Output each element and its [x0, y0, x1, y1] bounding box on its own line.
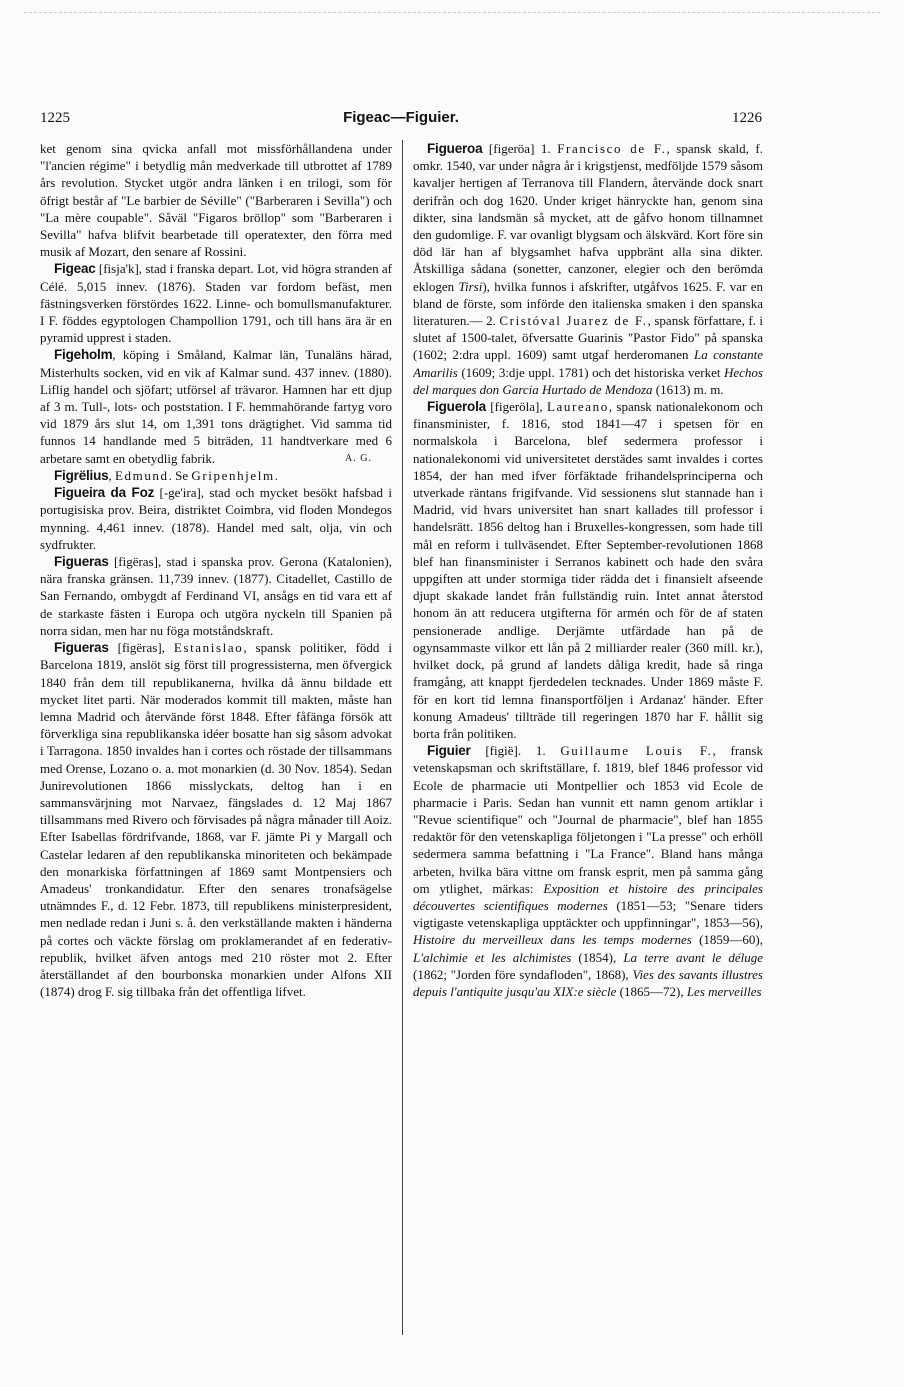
entry-continuation: ket genom sina qvicka anfall mot missförhållandena under "l'ancien régime" i betydlig mån medverkade till utbrottet af 1789 års revolution. Stycket utgör andra länken i en trilogi, som för öfrigt består af "Le barbier de Séville" ("Barberaren i Sevilla") och "La mère coupable". Såväl "Figaros bröllop" som "Barberaren i Sevilla" hafva blifvit bearbetade till operatexter, den förra med musik af Mozart, den senare af Rossini.: [40, 141, 392, 260]
headword: Figeholm: [54, 347, 113, 363]
headword: Figueroa: [427, 141, 483, 156]
entry-figrelius: Figrëlius, Edmund. Se Gripenhjelm.: [54, 468, 278, 484]
entry-figuier: Figuier [figië]. 1. Guillaume Louis F., fransk vetenskapsman och skriftställare, f. 1819, blef 1846 professor vid Ecole de pharmacie uti Montpellier och 1853 vid Ecole de pharmacie i Paris. Sedan han vunnit ett namn genom artiklar i "Revue scientifique" och "Journal de pharmacie", blef han 1855 redaktör för den vetenskapliga följetongen i "La presse" och erhöll sedermera samma befattning i "La France". Bland hans många arbeten, hvilka bära vittne om fransk esprit, men på samma gång om ytlighet, märkas: Exposition et histoire des principales découvertes scientifiques modernes (1851—53; "Senare tiders vigtigaste vetenskapliga upptäckter och uppfinningar", 1853—56), Histoire du merveilleux dans les temps modernes (1859—60), L'alchimie et les alchimistes (1854), La terre avant le déluge (1862; "Jorden före syndafloden", 1868), Vies des savants illustres depuis l'antiquite jusqu'au XIX:e siècle (1865—72), Les merveilles: [413, 743, 763, 999]
headword: Figueira da Foz: [54, 485, 155, 501]
headword: Figuerola: [427, 399, 486, 415]
column-divider: [402, 140, 403, 1335]
headword: Figueras: [54, 640, 109, 656]
page-number-left: 1225: [40, 110, 70, 126]
entry-figueras-estanislao: Figueras [figëras], Estanislao, spansk politiker, född i Barcelona 1819, anslöt sig först till progressisterna, men öfvergick 1840 från dem till republikanerna, hvilka då ännu bildade ett mycket litet parti. När moderados kommit till makten, måste han lemna Madrid och återvände först 1848. Efter fåfänga försök att förverkliga sina republikanska idéer bosatte han sig såsom advokat i Tarragona. 1850 invaldes han i cortes och röstade der tillsammans med Orense, Lozano o. a. mot monarkien (d. 30 Nov. 1854). Sedan Junirevolutionen 1866 misslyckats, deltog han i en sammansvärjning mot Narvaez, fängslades d. 12 Maj 1867 tillsammans med Rivero och förvisades på några månader till Aoiz. Efter Isabellas fördrifvande, 1868, var F. jämte Pi y Margall och Castelar ledaren af den republikanska minoriteten och bekämpade den monarkiska författningen af 1869 samt Montpensiers och Amadeus' tronkandidatur. Efter den senares tronafsägelse utnämndes F., d. 12 Febr. 1873, till republikens ministerpresident, men nedlade redan i Juni s. å. den verkställande makten i händerna på cortes och väckte förslag om proklamerandet af en federativ-republik, hvilket äfven antogs med 210 röster mot 2. Efter återställandet af den bourbonska monarkien under Alfons XII (1874) drog F. sig tillbaka från det offentliga lifvet.: [40, 640, 392, 1000]
headword: Figuier: [427, 743, 471, 759]
entry-figueira-da-foz: Figueira da Foz [-ge'ira], stad och mycket besökt hafsbad i portugisiska prov. Beira, distriktet Coimbra, vid floden Mondegos mynning. 4,461 innev. (1878). Handel med salt, olja, vin och sydfrukter.: [40, 485, 392, 552]
running-title: Figeac—Figuier.: [343, 109, 459, 126]
scan-top-edge: [24, 12, 880, 13]
entry-figuerola: Figuerola [figeröla], Laureano, spansk nationalekonom och finansminister, f. 1816, stod 1841—47 i spetsen för en normalskola i Barcelona, blef sedermera professor i nationalekonomi vid universitetet derstädes samt invaldes i cortes 1854, der han med ifver förfäktade frihandelsprinciperna och utverkade räntans frigifvande. Vid sessionens slut stannade han i Madrid, vid hvars universitet han snart kallades till professor i handelsrätt. 1856 deltog han i Bruxelles-kongressen, som hade till mål en reform i tullväsendet. Efter September-revolutionen 1868 blef han finansminister i Serranos kabinett och hade den svåra uppgiften att under stormiga tider rädda det i finansielt afseende djupt skakade landet från fullständig ruin. Intet annat återstod honom än att reducera utgifterna för armén och för de af staten pensionerade andlige. Derjämte utfärdade han på de ogynsammaste vilkor ett lån på 2 milliarder realer (360 mill. kr.), hvilket dock, på grund af landets dåliga kredit, hade så ringa framgång, att knappt fjerdedelen tecknades. Under 1869 måste F. för en kort tid lemna finansportföljen i Ardanaz' händer. Efter konung Amadeus' tillträde till regeringen 1870 har F. hållit sig borta från politiken.: [413, 399, 763, 741]
author-signature: A. G.: [345, 452, 372, 464]
left-column: [40, 140, 392, 1340]
entry-figeac: Figeac [fisja'k], stad i franska depart. Lot, vid högra stranden af Célé. 5,015 innev. (1876). Staden var fordom befäst, men fästningsverken förstördes 1622. Linne- och bomullsmanufakturer. I F. föddes egyptologen Champollion 1791, och till hans ära är en pyramid upprest i staden.: [40, 261, 392, 346]
headword: Figeac: [54, 261, 96, 277]
headword: Figueras: [54, 554, 109, 570]
entry-figueras-stad: Figueras [figëras], stad i spanska prov. Gerona (Katalonien), nära franska gränsen. 11,739 innev. (1877). Citadellet, Castillo de San Fernando, ombygdt af Ferdinand VI, ansågs en tid vara ett af de starkaste fästen i Europa och utgöra nyckeln till Spanien på norra sidan, men har nu föga motståndskraft.: [40, 554, 392, 638]
entry-figeholm: Figeholm, köping i Småland, Kalmar län, Tunaläns härad, Misterhults socken, vid en vik af Kalmar sund. 437 innev. (1880). Liflig handel och sjöfart; utförsel af trävaror. Hamnen har ett djup af 3 m. Tull-, lots- och poststation. I F. hemmahörande fartyg voro vid 1879 års slut 14, om 1,391 tons drägtighet. Vid samma tid funnos 14 handlande med 5 biträden, 11 handtverkare med 6 arbetare samt en obetydlig fabrik.: [40, 347, 392, 466]
right-column: [413, 140, 763, 1340]
page-number-right: 1226: [732, 110, 762, 126]
cross-reference: Gripenhjelm: [191, 468, 275, 484]
entry-figueroa: Figueroa [figeröa] 1. Francisco de F., spansk skald, f. omkr. 1540, var under några år i krigstjenst, medföljde 1579 såsom kavaljer hertigen af Terranova till Flandern, återvände dock snart derifrån och dog 1620. Under kriget hänryckte han, genom sina dikter, sina landsmän så mycket, att de gåfvo honom tillnamnet den gudomlige. F. var ovanligt blygsam och älskvärd. Kort före sin död lär han af blygsamhet hafva uppbränt alla sina dikter. Åtskilliga sådana (sonetter, canzoner, elegier och den berömda eklogen Tirsi), hvilka funnos i afskrifter, utgåfvos 1625. F. var en bland de förste, som införde den italienska smaken i den spanska literaturen.— 2. Cristóval Juarez de F., spansk författare, f. i slutet af 1500-talet, öfversatte Guarinis "Pastor Fido" på spanska (1602; 2:dra uppl. 1609) samt utgaf herderomanen La constante Amarilis (1609; 3:dje uppl. 1781) och det historiska verket Hechos del marques don Garcia Hurtado de Mendoza (1613) m. m.: [413, 141, 763, 397]
page-header: [40, 107, 762, 129]
headword: Figrëlius: [54, 468, 109, 484]
